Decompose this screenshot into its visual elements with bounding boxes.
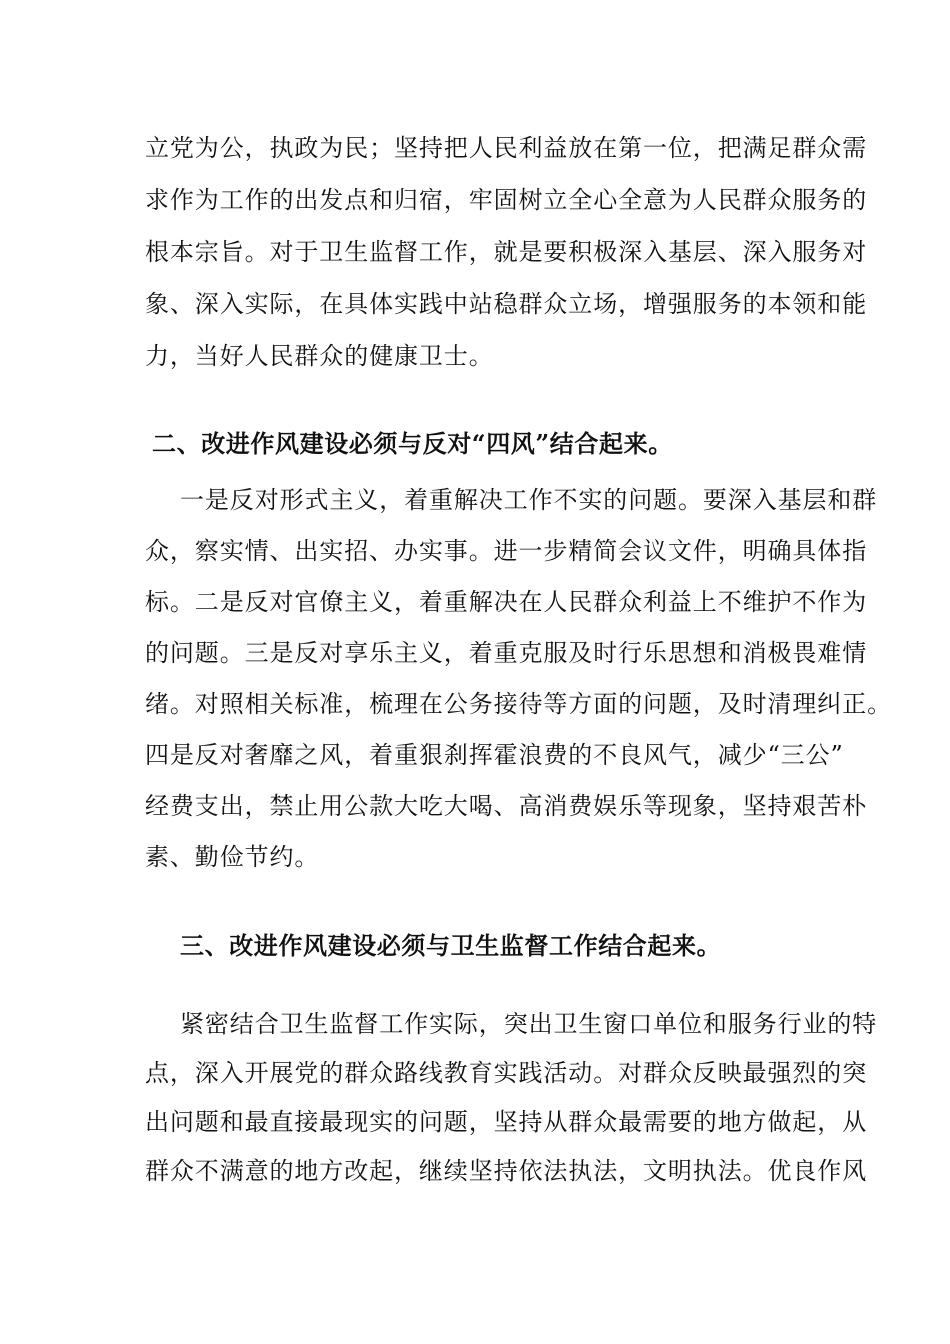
section-heading-2: 二、改进作风建设必须与反对“四风”结合起来。 [152,429,673,458]
paragraph-2-line-1: 一是反对形式主义，着重解决工作不实的问题。要深入基层和群 [180,486,878,514]
paragraph-3-line-3: 出问题和最直接最现实的问题，坚持从群众最需要的地方做起，从 [145,1108,868,1136]
paragraph-1-line-4: 象、深入实际，在具体实践中站稳群众立场，增强服务的本领和能 [145,290,868,318]
paragraph-1-line-3: 根本宗旨。对于卫生监督工作，就是要积极深入基层、深入服务对 [145,238,868,266]
section-heading-3: 三、改进作风建设必须与卫生监督工作结合起来。 [180,931,722,960]
paragraph-1-line-5: 力，当好人民群众的健康卫士。 [145,342,494,370]
paragraph-3-line-1: 紧密结合卫生监督工作实际，突出卫生窗口单位和服务行业的特 [180,1010,878,1038]
paragraph-3-line-4: 群众不满意的地方改起，继续坚持依法执法，文明执法。优良作风 [145,1157,868,1185]
paragraph-2-line-2: 众，察实情、出实招、办实事。进一步精简会议文件，明确具体指 [145,537,868,565]
paragraph-2-line-5: 绪。对照相关标准，梳理在公务接待等方面的问题，及时清理纠正。 [145,690,892,718]
paragraph-2-line-8: 素、勤俭节约。 [145,843,320,871]
paragraph-2-line-4: 的问题。三是反对享乐主义，着重克服及时行乐思想和消极畏难情 [145,639,868,667]
paragraph-2-line-3: 标。二是反对官僚主义，着重解决在人民群众利益上不维护不作为 [145,588,868,616]
paragraph-2-line-6: 四是反对奢靡之风，着重狠刹挥霍浪费的不良风气，减少“三公” [145,741,844,769]
paragraph-2-line-7: 经费支出，禁止用公款大吃大喝、高消费娱乐等现象，坚持艰苦朴 [145,792,868,820]
paragraph-1-line-2: 求作为工作的出发点和归宿，牢固树立全心全意为人民群众服务的 [145,186,868,214]
paragraph-3-line-2: 点，深入开展党的群众路线教育实践活动。对群众反映最强烈的突 [145,1059,868,1087]
paragraph-1-line-1: 立党为公，执政为民；坚持把人民利益放在第一位，把满足群众需 [145,134,868,162]
